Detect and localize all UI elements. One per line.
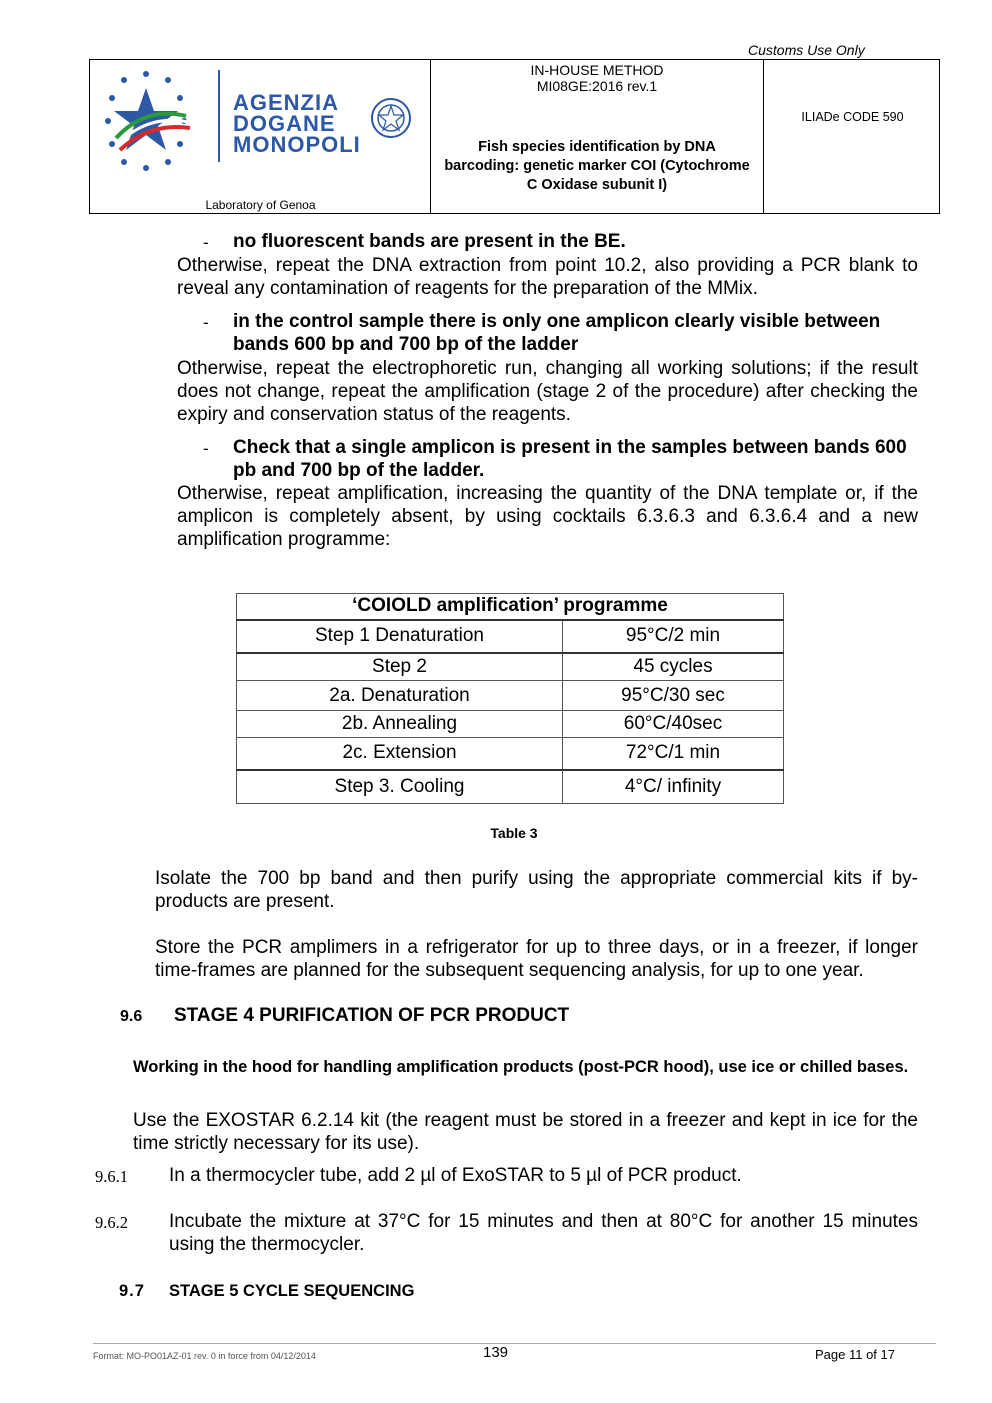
- paragraph-store-amplimers: Store the PCR amplimers in a refrigerator for up to three days, or in a freezer, if longer time-frames are planned for the subsequent sequencing analysis, for up to one year.: [155, 937, 918, 981]
- paragraph-repeat-run: Otherwise, repeat the electrophoretic run, changing all working solutions; if the result does not change, repeat the amplification (stage 2 of the procedure) after checking the expiry and conservation status of the reagents.: [177, 358, 918, 425]
- bullet-single-amplicon: Check that a single amplicon is present in the samples between bands 600 pb and 700 bp of the ladder.: [233, 437, 907, 481]
- table-cell: 4°C/ infinity: [563, 770, 784, 804]
- section-number-9-7: 9.7: [119, 1282, 145, 1300]
- bullet-control-sample: in the control sample there is only one amplicon clearly visible between bands 600 bp and 700 bp of the ladder: [233, 311, 881, 355]
- table-cell: 2b. Annealing: [237, 711, 563, 738]
- bullet-be-bands: no fluorescent bands are present in the BE.: [233, 231, 626, 252]
- bullet-dash: -: [203, 439, 209, 458]
- agency-star-logo-icon: [96, 66, 216, 176]
- section-number-9-6: 9.6: [120, 1008, 143, 1025]
- step-number-9-6-1: 9.6.1: [95, 1167, 128, 1186]
- section-title-9-7: STAGE 5 CYCLE SEQUENCING: [169, 1282, 415, 1300]
- document-header: [89, 59, 940, 214]
- footer-rule: [93, 1343, 936, 1344]
- method-title: Fish species identification by DNA barcoding: genetic marker COI (Cytochrome C Oxidase subunit I): [444, 139, 750, 193]
- header-code-cell: [764, 60, 941, 213]
- paragraph-exostar-kit: Use the EXOSTAR 6.2.14 kit (the reagent must be stored in a freezer and kept in ice for the time strictly necessary for its use).: [133, 1110, 918, 1154]
- header-logo-cell: [90, 60, 431, 213]
- table-cell: 60°C/40sec: [563, 711, 784, 738]
- header-method-cell: [431, 60, 764, 213]
- paragraph-repeat-extraction: Otherwise, repeat the DNA extraction from point 10.2, also providing a PCR blank to reveal any contamination of reagents for the preparation of the MMix.: [177, 255, 918, 299]
- step-number-9-6-2: 9.6.2: [95, 1213, 128, 1232]
- paragraph-isolate-band: Isolate the 700 bp band and then purify using the appropriate commercial kits if by-products are present.: [155, 868, 918, 912]
- table-cell: Step 2: [237, 653, 563, 681]
- paragraph-post-pcr-hood: Working in the hood for handling amplification products (post-PCR hood), use ice or chilled bases.: [133, 1058, 909, 1076]
- table-cell: 45 cycles: [563, 653, 784, 681]
- customs-use-label: Customs Use Only: [748, 42, 865, 58]
- table-cell: 2a. Denaturation: [237, 681, 563, 711]
- bullet-dash: -: [203, 313, 209, 332]
- section-title-9-6: STAGE 4 PURIFICATION OF PCR PRODUCT: [174, 1005, 570, 1026]
- footer-page-count: Page 11 of 17: [815, 1347, 895, 1362]
- method-code: IN-HOUSE METHOD MI08GE:2016 rev.1: [530, 62, 664, 94]
- step-text-9-6-1: In a thermocycler tube, add 2 µl of ExoSTAR to 5 µl of PCR product.: [169, 1165, 742, 1186]
- amplification-programme-table: [236, 593, 784, 804]
- table-cell: Step 3. Cooling: [237, 770, 563, 804]
- table-cell: 72°C/1 min: [563, 738, 784, 770]
- table-caption: Table 3: [490, 825, 538, 841]
- paragraph-repeat-amplification: Otherwise, repeat amplification, increasing the quantity of the DNA template or, if the amplicon is completely absent, by using cocktails 6.3.6.3 and 6.3.6.4 and a new amplification programme:: [177, 483, 918, 550]
- iliade-code: ILIADe CODE 590: [801, 110, 904, 124]
- logo-separator: [218, 70, 220, 162]
- laboratory-label: Laboratory of Genoa: [205, 198, 316, 212]
- table-cell: 95°C/2 min: [563, 620, 784, 653]
- agency-name: AGENZIA DOGANE MONOPOLI: [233, 90, 361, 157]
- step-text-9-6-2: Incubate the mixture at 37°C for 15 minutes and then at 80°C for another 15 minutes using the thermocycler.: [169, 1211, 918, 1255]
- footer-page-number: 139: [483, 1344, 509, 1361]
- table-title: ‘COIOLD amplification’ programme: [237, 594, 784, 620]
- table-cell: 95°C/30 sec: [563, 681, 784, 711]
- footer-format: Format: MO-PO01AZ-01 rev. 0 in force from 04/12/2014: [93, 1351, 316, 1361]
- table-cell: Step 1 Denaturation: [237, 620, 563, 653]
- bullet-dash: -: [203, 233, 209, 252]
- table-cell: 2c. Extension: [237, 738, 563, 770]
- italian-emblem-icon: [369, 94, 413, 142]
